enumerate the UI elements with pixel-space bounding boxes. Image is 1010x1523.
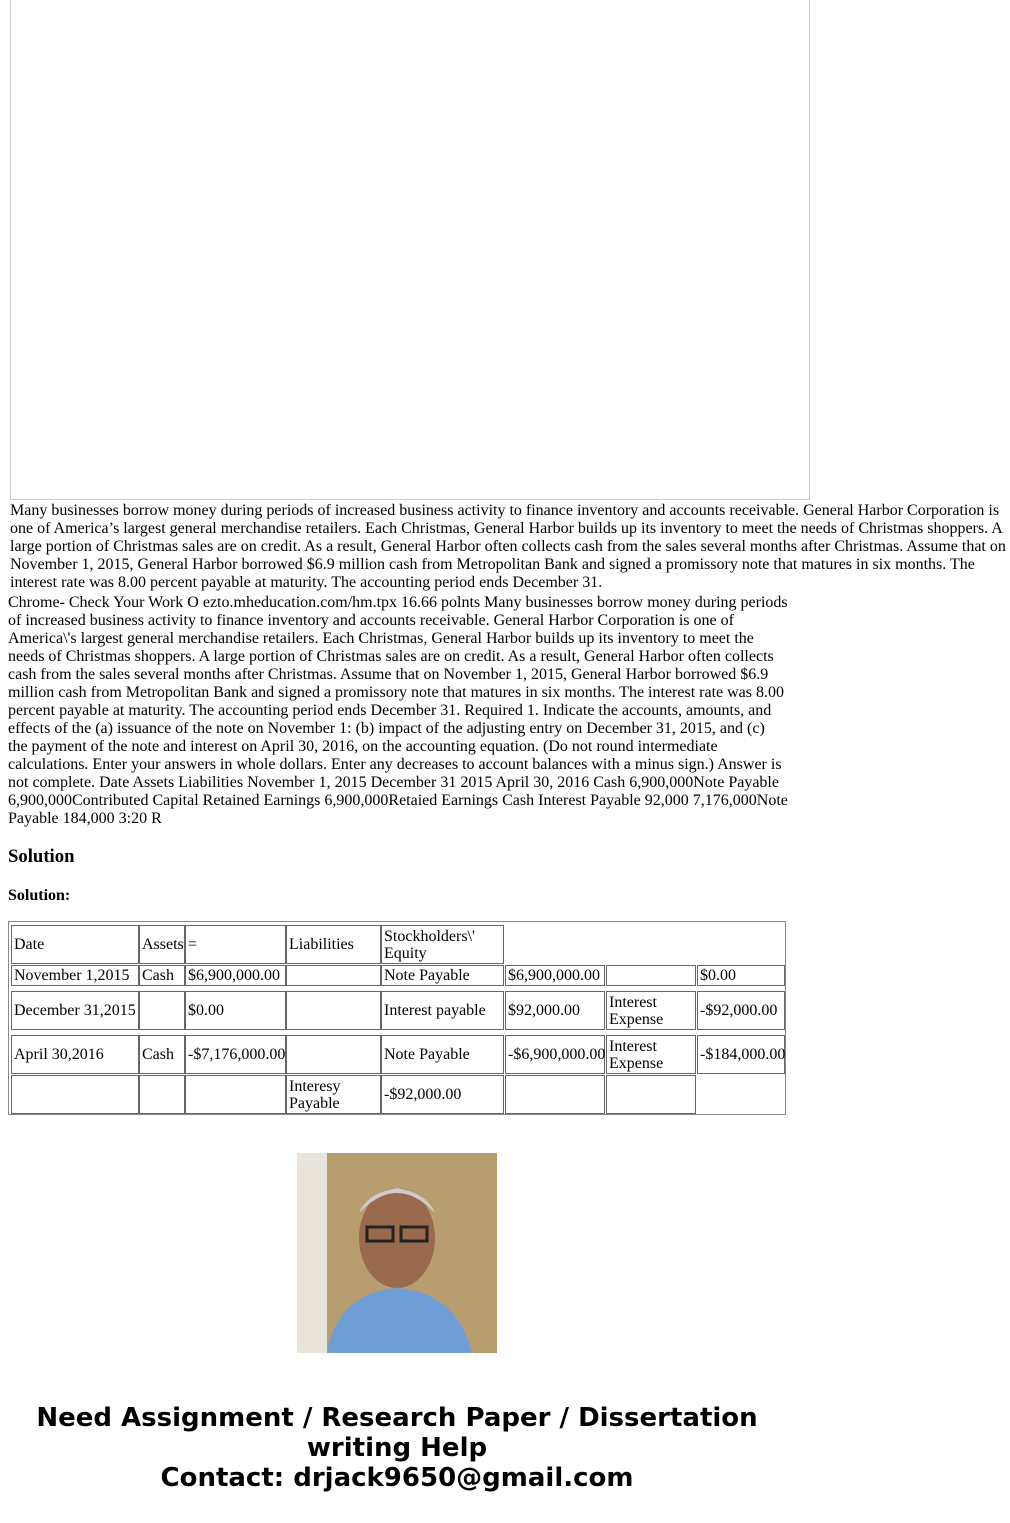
table-cell [286, 991, 381, 1030]
footer-contact[interactable]: Contact: drjack9650@gmail.com [160, 1463, 634, 1493]
table-header-cell: = [185, 925, 286, 964]
table-cell: $0.00 [697, 965, 785, 986]
intro-paragraph: Many businesses borrow money during periods of increased business activity to finance inventory and accounts receivable. General Harbor Corporation is one of America’s largest general merchandise retailers. Each Christmas, General Harbor builds up its inventory to meet the needs of Christmas shoppers. A large portion of Christmas sales are on credit. As a result, General Harbor often collects cash from the sales several months after Christmas. Assume that on November 1, 2015, General Harbor borrowed $6.9 million cash from Metropolitan Bank and signed a promissory note that matures in six months. The interest rate was 8.00 percent payable at maturity. The accounting period ends December 31. [10, 502, 1006, 591]
footer-banner [0, 1403, 794, 1493]
table-cell [139, 991, 185, 1030]
question-text: Chrome- Check Your Work O ezto.mheducation.com/hm.tpx 16.66 polnts Many businesses borrow money during periods of increased business activity to finance inventory and accounts receivable. General Harbor Corporation is one of America\'s largest general merchandise retailers. Each Christmas, General Harbor builds up its inventory to meet the needs of Christmas shoppers. A large portion of Christmas sales are on credit. As a result, General Harbor often collects cash from the sales several months after Christmas. Assume that on November 1, 2015, General Harbor borrowed $6.9 million cash from Metropolitan Bank and signed a promissory note that matures in six months. The interest rate was 8.00 percent payable at maturity. The accounting period ends December 31. Required 1. Indicate the accounts, amounts, and effects of the (a) issuance of the note on November 1: (b) impact of the adjusting entry on December 31, 2015, and (c) the payment of the note and interest on April 30, 2016, on the accounting equation. (Do not round intermediate calculations. Enter your answers in whole dollars. Enter any decreases to account balances with a minus sign.) Answer is not complete. Date Assets Liabilities November 1, 2015 December 31 2015 April 30, 2016 Cash 6,900,000Note Payable 6,900,000Contributed Capital Retained Earnings 6,900,000Retaied Earnings Cash Interest Payable 92,000 7,176,000Note Payable 184,000 3:20 R [8, 594, 788, 827]
table-cell: -$92,000.00 [381, 1075, 504, 1114]
table-cell [606, 1075, 696, 1114]
table-cell: Note Payable [381, 965, 504, 986]
table-cell: $92,000.00 [505, 991, 605, 1030]
table-cell: -$184,000.00 [697, 1035, 785, 1074]
solution-label: Solution: [8, 887, 71, 904]
table-cell: Interest Expense [606, 1035, 696, 1074]
solution-table [8, 921, 786, 1115]
table-cell [139, 1075, 185, 1114]
table-cell: December 31,2015 [11, 991, 139, 1030]
table-cell: Interest payable [381, 991, 504, 1030]
table-cell: Cash [139, 1035, 185, 1074]
table-cell [286, 965, 381, 986]
solution-heading: Solution [8, 846, 75, 867]
table-cell: Interesy Payable [286, 1075, 381, 1114]
author-avatar [297, 1153, 497, 1353]
table-cell: April 30,2016 [11, 1035, 139, 1074]
table-cell: $6,900,000.00 [505, 965, 605, 986]
table-cell: $0.00 [185, 991, 286, 1030]
table-cell: $6,900,000.00 [185, 965, 286, 986]
table-header-cell: Date [11, 925, 139, 964]
table-header-cell: Stockholders\' Equity [381, 925, 504, 964]
table-cell [11, 1075, 139, 1114]
table-cell: Interest Expense [606, 991, 696, 1030]
table-cell: Cash [139, 965, 185, 986]
table-cell: -$92,000.00 [697, 991, 785, 1030]
table-cell: -$6,900,000.00 [505, 1035, 605, 1074]
table-cell [185, 1075, 286, 1114]
footer-help-text: Need Assignment / Research Paper / Dissertation writing Help [36, 1403, 758, 1463]
table-header-cell: Liabilities [286, 925, 381, 964]
table-cell: -$7,176,000.00 [185, 1035, 286, 1074]
table-cell [606, 965, 696, 986]
table-cell: Note Payable [381, 1035, 504, 1074]
table-cell [286, 1035, 381, 1074]
table-cell [505, 1075, 605, 1114]
table-header-cell: Assets [139, 925, 185, 964]
table-cell: November 1,2015 [11, 965, 139, 986]
